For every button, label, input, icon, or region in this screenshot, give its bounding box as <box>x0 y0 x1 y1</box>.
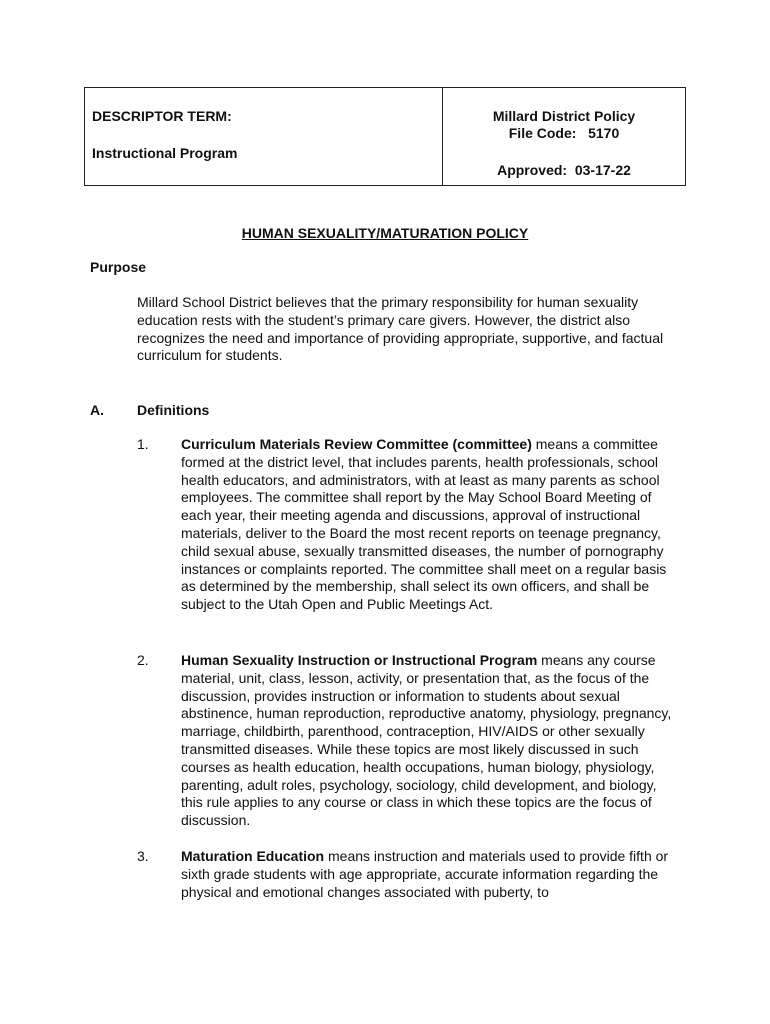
file-code: File Code: 5170 <box>508 125 620 141</box>
definition-body <box>181 652 682 830</box>
definition-body <box>181 848 682 901</box>
definition-text: means a committee formed at the district level, that includes parents, health professionals, school health educators, and administrators, with at least as many parents as school employees. The committee shall report by the May School Board Meeting of each year, their meeting agenda and discussions, approval of instructional materials, deliver to the Board the most recent reports on teenage pregnancy, child sexual abuse, sexually transmitted diseases, the number of pornography instances or complaints reported. The committee shall meet on a regular basis as determined by the membership, shall select its own officers, and shall be subject to the Utah Open and Public Meetings Act. <box>181 436 667 613</box>
definition-number: 1. <box>137 436 149 452</box>
policy-info-block <box>443 108 685 179</box>
descriptor-label: DESCRIPTOR TERM: <box>92 108 232 124</box>
purpose-text: Millard School District believes that the primary responsibility for human sexuality education rests with the student’s primary care givers. However, the district also recognizes the need and importance of providing appropriate, supportive, and factual curriculum for students. <box>137 294 664 364</box>
header-box <box>84 87 686 186</box>
definition-text: means any course material, unit, class, lesson, activity, or presentation that, as the focus of the discussion, provides instruction or information to students about sexual abstinence, human reproduction, reproductive anatomy, physiology, pregnancy, marriage, childbirth, parenthood, contraception, HIV/AIDS or other sexually transmitted diseases. While these topics are most likely discussed in such courses as health education, health occupations, human biology, physiology, parenting, adult roles, psychology, sociology, child development, and biology, this rule applies to any course or class in which these topics are the focus of discussion. <box>181 652 672 829</box>
section-title: Definitions <box>137 402 210 418</box>
descriptor-block <box>92 108 237 162</box>
policy-line: Millard District Policy <box>492 108 636 124</box>
purpose-heading: Purpose <box>90 259 147 275</box>
definition-number: 3. <box>137 848 149 864</box>
approved-date: Approved: 03-17-22 <box>497 162 631 178</box>
definition-term: Maturation Education <box>181 848 325 864</box>
descriptor-value: Instructional Program <box>92 145 238 161</box>
definition-text: means instruction and materials used to provide fifth or sixth grade students with age appropriate, accurate information regarding the physical and emotional changes associated with puberty, to <box>181 848 669 900</box>
definition-item <box>137 848 682 901</box>
section-letter: A. <box>90 402 104 418</box>
policy-title: HUMAN SEXUALITY/MATURATION POLICY <box>241 225 529 241</box>
definition-number: 2. <box>137 652 149 668</box>
definition-term: Curriculum Materials Review Committee (committee) <box>181 436 532 452</box>
definition-item <box>137 652 682 830</box>
definition-item <box>137 436 682 614</box>
definition-term: Human Sexuality Instruction or Instructional Program <box>181 652 538 668</box>
definition-body <box>181 436 682 614</box>
